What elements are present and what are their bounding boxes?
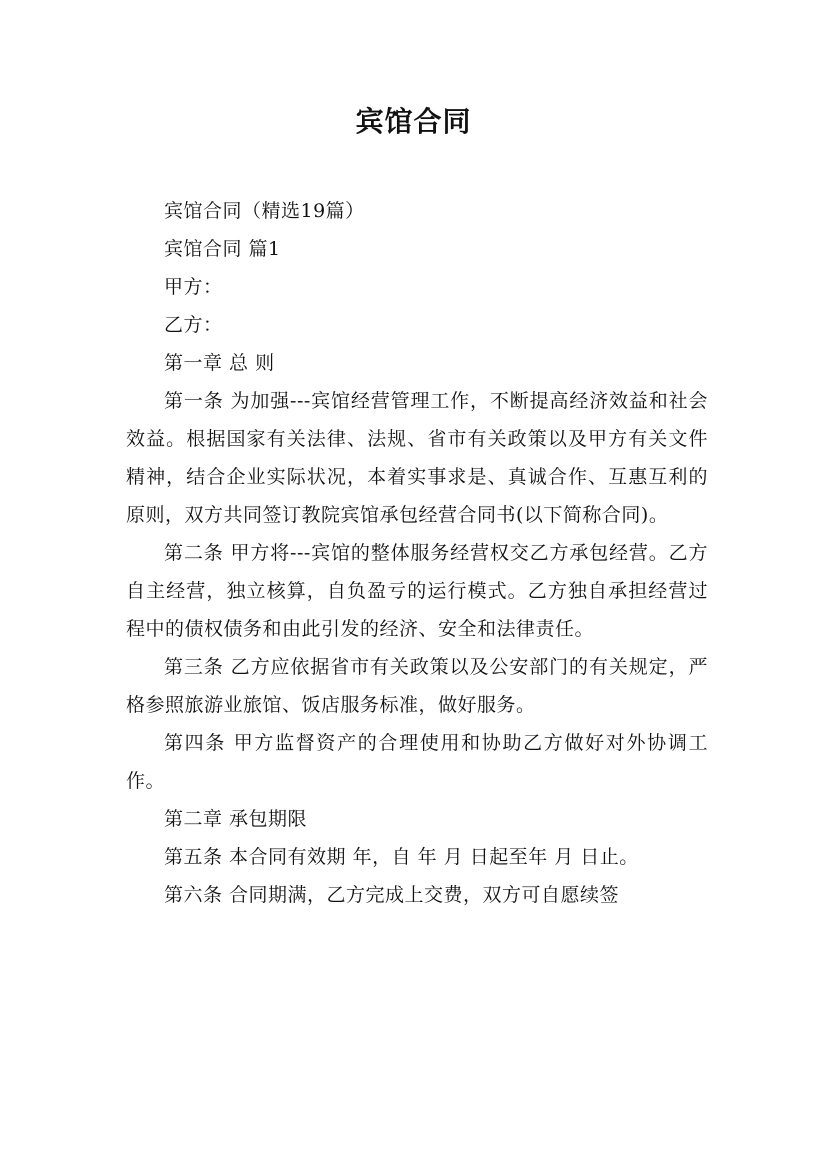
document-body — [126, 192, 708, 914]
paragraph-party-a: 甲方： — [164, 276, 223, 298]
paragraph-party-b: 乙方： — [164, 314, 223, 336]
paragraph-subtitle: 宾馆合同（精选19篇） — [164, 200, 365, 222]
paragraph-article-4: 第四条 甲方监督资产的合理使用和协助乙方做好对外协调工作。 — [126, 732, 708, 792]
paragraph-article-5: 第五条 本合同有效期 年，自 年 月 日起至年 月 日止。 — [164, 846, 639, 868]
paragraph-chapter-2: 第二章 承包期限 — [164, 808, 308, 830]
paragraph-chapter-1: 第一章 总 则 — [164, 352, 275, 374]
paragraph-article-1: 第一条 为加强---宾馆经营管理工作，不断提高经济效益和社会效益。根据国家有关法律、法规、省市有关政策以及甲方有关文件精神，结合企业实际状况，本着实事求是、真诚合作、互惠互利的原则，双方共同签订教院宾馆承包经营合同书(以下简称合同)。 — [126, 390, 708, 526]
paragraph-article-3: 第三条 乙方应依据省市有关政策以及公安部门的有关规定，严格参照旅游业旅馆、饭店服务标准，做好服务。 — [126, 656, 708, 716]
paragraph-section-heading: 宾馆合同 篇1 — [164, 238, 281, 260]
paragraph-article-2: 第二条 甲方将---宾馆的整体服务经营权交乙方承包经营。乙方自主经营，独立核算，自负盈亏的运行模式。乙方独自承担经营过程中的债权债务和由此引发的经济、安全和法律责任。 — [126, 542, 708, 640]
document-title: 宾馆合同 — [355, 105, 472, 138]
paragraph-article-6: 第六条 合同期满，乙方完成上交费，双方可自愿续签 — [164, 884, 620, 906]
